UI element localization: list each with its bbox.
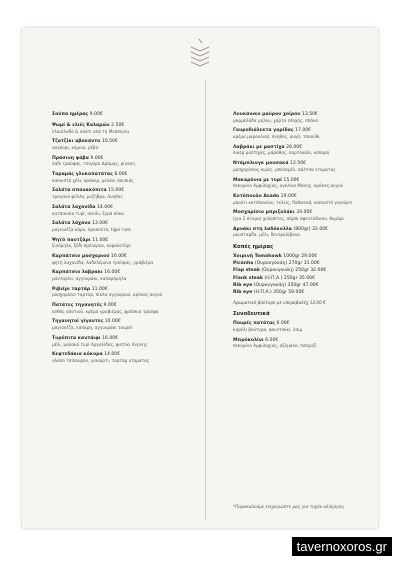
menu-item-price: 14.00€ [104, 352, 121, 358]
menu-item [52, 172, 200, 183]
menu-item-price: 1000gr 29.00€ [283, 253, 318, 259]
menu-item-description: μαγιονέζα, κάπαρη, αγγουράκι τουρσί [52, 325, 133, 331]
menu-item-price: (800gr) 32.00€ [293, 226, 329, 232]
menu-item-price: 8.00€ [114, 172, 128, 178]
menu-item [52, 156, 200, 167]
menu-item [233, 254, 381, 260]
menu-item-price: 13.50€ [301, 112, 318, 117]
menu-item-name: Rib eye [233, 290, 253, 296]
menu-item-price: 12.50€ [290, 161, 307, 167]
menu-item [52, 319, 200, 330]
menu-item-name: Μπρόκολίνι [233, 337, 264, 343]
menu-item-price: 16.00€ [102, 335, 119, 341]
menu-item-description: κατσικίσιο τυρί, πεκάν, ξερά σύκα [52, 210, 125, 216]
menu-item-description: ψητή λαχανίδα, λαδολέμονο τρούφας, γραβιέρα [52, 259, 154, 265]
menu-item-description: μαγιονέζα κάρυ, προσούτο, tiger nuts [52, 226, 132, 232]
menu-item-description: γλάσο τσίπουρου, γιαούρτι, ταρτάρ ντομάτας [52, 357, 150, 363]
menu-item-name: Πράσινη φάβα [52, 155, 89, 161]
menu-item [233, 227, 381, 238]
menu-item-name: Rib eye [233, 283, 253, 289]
menu-item-price: 16.00€ [104, 270, 121, 276]
menu-item [52, 303, 200, 314]
menu-item [52, 188, 200, 199]
menu-item [52, 270, 200, 281]
menu-item [52, 112, 200, 118]
menu-item-name: Λαβράκι με μαστίχα [233, 144, 285, 150]
menu-item-price: 26.00€ [286, 144, 303, 150]
meats-section-title: Κοπές ημέρας [233, 243, 274, 250]
menu-item-name: Τζατζίκι αβοκάντο [52, 139, 101, 145]
menu-item-name: Σούπα ημέρας [52, 112, 89, 117]
menu-item [233, 161, 381, 172]
menu-item-description: πεκορίνο Αμφιλοχίας, αγκλίνο Μάνης, κρόκος αυγού [233, 183, 344, 189]
menu-item-name-line [233, 290, 381, 296]
menu-item [233, 338, 381, 349]
menu-item [233, 268, 381, 274]
menu-item-price: 6.00€ [276, 321, 290, 327]
menu-item-price: 10.00€ [104, 319, 121, 325]
menu-item-description: καπνιστό χέλι, κράκερ, μελάνι σουπιάς [52, 177, 134, 183]
menu-item-description: πεκορίνο Αμφιλοχίας, αξύμαλο, πιπεριζί [233, 343, 317, 349]
menu-item-description: μουσταρδα, μέλι, δεντρολίβανο [233, 232, 300, 238]
menu-item-name: Σαλάτα σπανακόπιτα [52, 188, 107, 194]
menu-item-name: Μακαρόνια με τυρί [233, 177, 282, 183]
menu-item-description: (για 2 άτομα) χυλοπίτες, σάρπι αφεντάδικου, θυμάρι [233, 215, 344, 221]
menu-item-price: 10.50€ [101, 139, 118, 145]
menu-item-name: Ψωμί & ελιές Καλαμών [52, 122, 110, 128]
menu-item-description: ελαιόλαδο & αλάτι από τη Μεσσηνία [52, 128, 130, 134]
menu-item-price: 9.00€ [103, 303, 117, 309]
menu-item-price: 11.00€ [92, 237, 109, 243]
menu-item-description: ανθός αλατιού, κρέμα γραβιέρας, φρέσκια τρούφα [52, 308, 159, 314]
menu-item-name: Αρνάκι στη λαδόκολλα [233, 226, 292, 232]
menu-item-name: Flank steak [233, 275, 263, 281]
menu-item-name: Κεφτεδάκια κόκορα [52, 352, 103, 358]
menu-item [233, 276, 381, 282]
menu-item [52, 221, 200, 232]
menu-item-price: 15.00€ [283, 177, 300, 183]
menu-item-price: (Η.Π.Α.) 350gr 59.00€ [253, 290, 305, 296]
menu-item-description: καρέλι βούτυρο, φουντούκι, λάιμ [233, 326, 303, 332]
menu-item [233, 128, 381, 139]
menu-item-name: Σαλάτα λάχανο [52, 221, 91, 227]
menu-item [233, 178, 381, 189]
menu-item-description: τραγανό φύλλο, μυζήθρα, άνηθος [52, 194, 123, 200]
menu-item [233, 290, 381, 296]
restaurant-logo-icon [188, 38, 212, 68]
menu-item-name: Πατάτες τηγανητές [52, 303, 102, 309]
menu-item-description: αγγούρι, κύμινο, ρέβα [52, 145, 99, 151]
menu-item [233, 321, 381, 332]
menu-item-price: 9.00€ [90, 155, 104, 161]
menu-item-price: 17.00€ [295, 128, 312, 134]
menu-item-price: 19.00€ [280, 193, 297, 199]
menu-left-column [52, 112, 200, 369]
menu-item-name-line [233, 283, 381, 289]
menu-item [52, 238, 200, 249]
menu-item-name: Γαυροδιάλεκτα γαρίδας [233, 128, 294, 134]
menu-item-price: 13.00€ [91, 221, 109, 227]
menu-item [233, 261, 381, 267]
menu-item-description: μοσχαρίσιος κιμάς, μπεσαμέλ, σάλτσα ντομάτας [233, 166, 336, 172]
menu-item-name: Ριβιέρι ταρτάρ [52, 286, 91, 292]
menu-item [233, 283, 381, 289]
menu-item-price: 15.00€ [108, 188, 125, 194]
menu-item-name: Ντάμπλινγκ μουσακά [233, 161, 289, 167]
menu-item-name: Χοιρινή Tomahawk [233, 253, 282, 259]
menu-item-price: (Ουρουγουάη) 350gr 47.00€ [253, 283, 319, 289]
menu-item-name: Τηγανητοί γίγαντες [52, 319, 104, 325]
menu-item-description: ξινόμηλο, ξύδι σμέουρου, κεφαλοτύρι [52, 243, 131, 249]
menu-item-name: Σαλάτα λαχανίδα [52, 204, 96, 210]
menu-item-price: 9.00€ [89, 112, 103, 117]
menu-item-description: λικέρ μαστίχας, μάραθος, πορτοκάλι, κάπαρη [233, 150, 330, 156]
menu-item-name-line [52, 112, 200, 118]
menu-item [52, 205, 200, 216]
menu-item-description: μπούτι κοτόπουλου, τελείς, flatbread, καπνιστό γιαούρτι [233, 199, 353, 205]
menu-item-price: 14.00€ [96, 204, 114, 210]
menu-item-name: Ταραμάς γλυκοπατάτας [52, 172, 113, 178]
menu-item-name: Καρπάτσιο λαβρακι [52, 270, 103, 276]
column-divider [205, 80, 206, 520]
menu-item-name: Flap steak [233, 268, 260, 274]
menu-item-name-line [233, 261, 381, 267]
menu-item-description: μανταρίνι, αγγουράκι, καπαρόμηλα [52, 276, 127, 282]
menu-item [52, 287, 200, 298]
menu-item-price: (Ουρουγουάη) 270gr 31.00€ [254, 261, 320, 267]
menu-item-name-line [233, 276, 381, 282]
allergy-footnote: *Παρακαλούμε ενημερώστε μας για τυχόν αλλεργίες [233, 504, 345, 509]
menu-item-description: μοσχαρίσιο ταρτάρ, πίκλα αγγουριού, κρόκος αυγού [52, 292, 163, 298]
menu-item-price: 6.00€ [265, 337, 279, 343]
menu-item-name: Μοσχαρίσιο μπριζολάκι [233, 210, 295, 216]
menu-item [233, 145, 381, 156]
menu-item [52, 336, 200, 347]
menu-item-description: λάδι τρούφας, τσιγάρο Δράμας, ρίγανη [52, 161, 135, 167]
menu-item-price: 11.00€ [91, 286, 108, 292]
menu-item-price: 2.50€ [111, 122, 125, 128]
menu-item-name: Κοτόπουλο Asado [233, 193, 280, 199]
meats-note: Αρωματικό βούτυρο με υπεραβαλέχ 12.00 € [233, 300, 326, 306]
menu-item [52, 123, 200, 134]
menu-item-price: 16.00€ [110, 253, 127, 259]
menu-item-name: Ψητό παντζάρι [52, 237, 91, 243]
menu-item-name: Τυρόπιτα καντάιφι [52, 335, 101, 341]
menu-item-description: μέλι, μαλακό τυρί Αργολίδας, φιστίκι Αιγίνης [52, 341, 148, 347]
menu-item-name-line [233, 268, 381, 274]
menu-item-name: Picanha [233, 261, 254, 267]
menu-item-price: (Η.Π.Α.) 250gr 35.00€ [264, 275, 316, 281]
menu-item-name: Λουκάνικο μαύρου χοίρου [233, 112, 301, 117]
menu-item [52, 139, 200, 150]
sides-section-title: Συνοδευτικά [233, 311, 270, 318]
menu-item [233, 194, 381, 205]
menu-item-name: Καρπάτσιο μοσχαριού [52, 253, 110, 259]
menu-right-column [233, 112, 381, 354]
menu-item-name: Πουρές πατάτας [233, 321, 275, 327]
menu-item [52, 254, 200, 265]
menu-item-description: κρέμα μαρουλιού, άνηθος, αυγά, τσαούθι [233, 134, 320, 140]
menu-item [233, 112, 381, 123]
menu-item-description: μαρμελάδα μήλου, χόρτα εποχής, σπάκο [233, 117, 319, 123]
menu-item-price: 34.00€ [296, 210, 313, 216]
menu-item [52, 352, 200, 363]
menu-item-price: (Ουρουγουάη) 250gr 32.00€ [261, 268, 327, 274]
watermark: tavernoxoros.gr [292, 537, 392, 556]
menu-item [233, 210, 381, 221]
menu-item-name-line [233, 254, 381, 260]
